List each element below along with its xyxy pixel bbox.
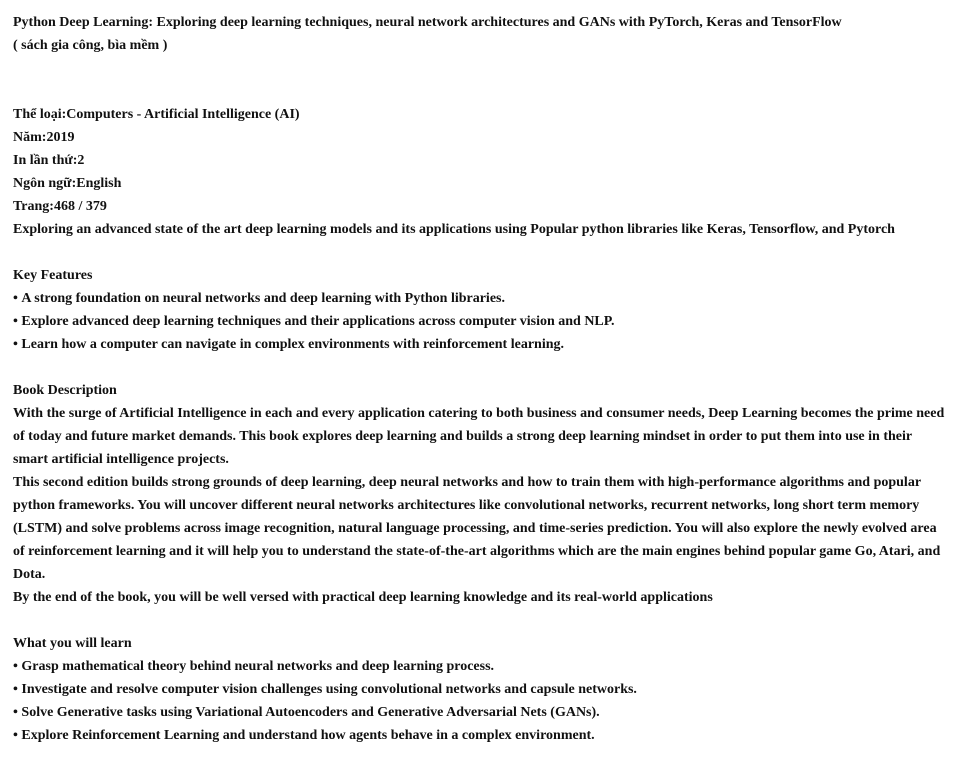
list-item: • Investigate and resolve computer vision challenges using convolutional networks and capsule networks. [13, 678, 947, 701]
key-features-section [13, 264, 947, 356]
book-description-section [13, 379, 947, 609]
meta-pages [13, 195, 947, 218]
list-item: • Explore advanced deep learning techniques and their applications across computer vision and NLP. [13, 310, 947, 333]
meta-edition [13, 149, 947, 172]
meta-language [13, 172, 947, 195]
meta-value: 468 / 379 [53, 199, 107, 214]
what-you-will-learn-section [13, 632, 947, 747]
meta-label: Trang: [13, 199, 54, 214]
book-title [13, 11, 947, 57]
section-heading: Book Description [13, 383, 117, 398]
meta-label: Thể loại: [13, 107, 67, 122]
meta-label: Năm: [13, 130, 47, 145]
list-item: • Grasp mathematical theory behind neural networks and deep learning process. [13, 655, 947, 678]
meta-value: Computers - Artificial Intelligence (AI) [66, 107, 300, 122]
meta-label: In lần thứ: [13, 153, 78, 168]
meta-category [13, 103, 947, 126]
meta-value: 2019 [46, 130, 75, 145]
description-paragraph: This second edition builds strong grounds of deep learning, deep neural networks and how to train them with high-performance algorithms and popular python frameworks. You will uncover different neural networks architectures like convolutional networks, recurrent networks, long short term memory (LSTM) and solve problems across image recognition, natural language processing, and time-series prediction. You will also explore the newly evolved area of reinforcement learning and it will help you to understand the state-of-the-art algorithms which are the main engines behind popular game Go, Atari, and Dota. [13, 475, 941, 582]
description-paragraph: With the surge of Artificial Intelligence in each and every application catering to both business and consumer needs, Deep Learning becomes the prime need of today and future market demands. This book explores deep learning and builds a strong deep learning mindset in order to put them into use in their smart artificial intelligence projects. [13, 406, 945, 467]
book-title-line2: ( sách gia công, bìa mềm ) [13, 38, 168, 53]
list-item: • Solve Generative tasks using Variational Autoencoders and Generative Adversarial Nets (GANs). [13, 701, 947, 724]
book-summary: Exploring an advanced state of the art deep learning models and its applications using Popular python libraries like Keras, Tensorflow, and Pytorch [13, 222, 895, 237]
section-heading: What you will learn [13, 636, 132, 651]
spacer [13, 356, 947, 379]
section-heading: Key Features [13, 268, 93, 283]
list-item: • Learn how a computer can navigate in complex environments with reinforcement learning. [13, 333, 947, 356]
meta-year [13, 126, 947, 149]
list-item: • Explore Reinforcement Learning and understand how agents behave in a complex environment. [13, 724, 947, 747]
list-item: • A strong foundation on neural networks and deep learning with Python libraries. [13, 287, 947, 310]
spacer [13, 241, 947, 264]
spacer [13, 609, 947, 632]
spacer [13, 57, 947, 103]
meta-label: Ngôn ngữ: [13, 176, 77, 191]
book-meta [13, 103, 947, 218]
book-title-line1: Python Deep Learning: Exploring deep learning techniques, neural network architectures and GANs with PyTorch, Keras and TensorFlow [13, 15, 842, 30]
meta-value: 2 [77, 153, 85, 168]
meta-value: English [76, 176, 122, 191]
description-paragraph: By the end of the book, you will be well versed with practical deep learning knowledge and its real-world applications [13, 590, 713, 605]
